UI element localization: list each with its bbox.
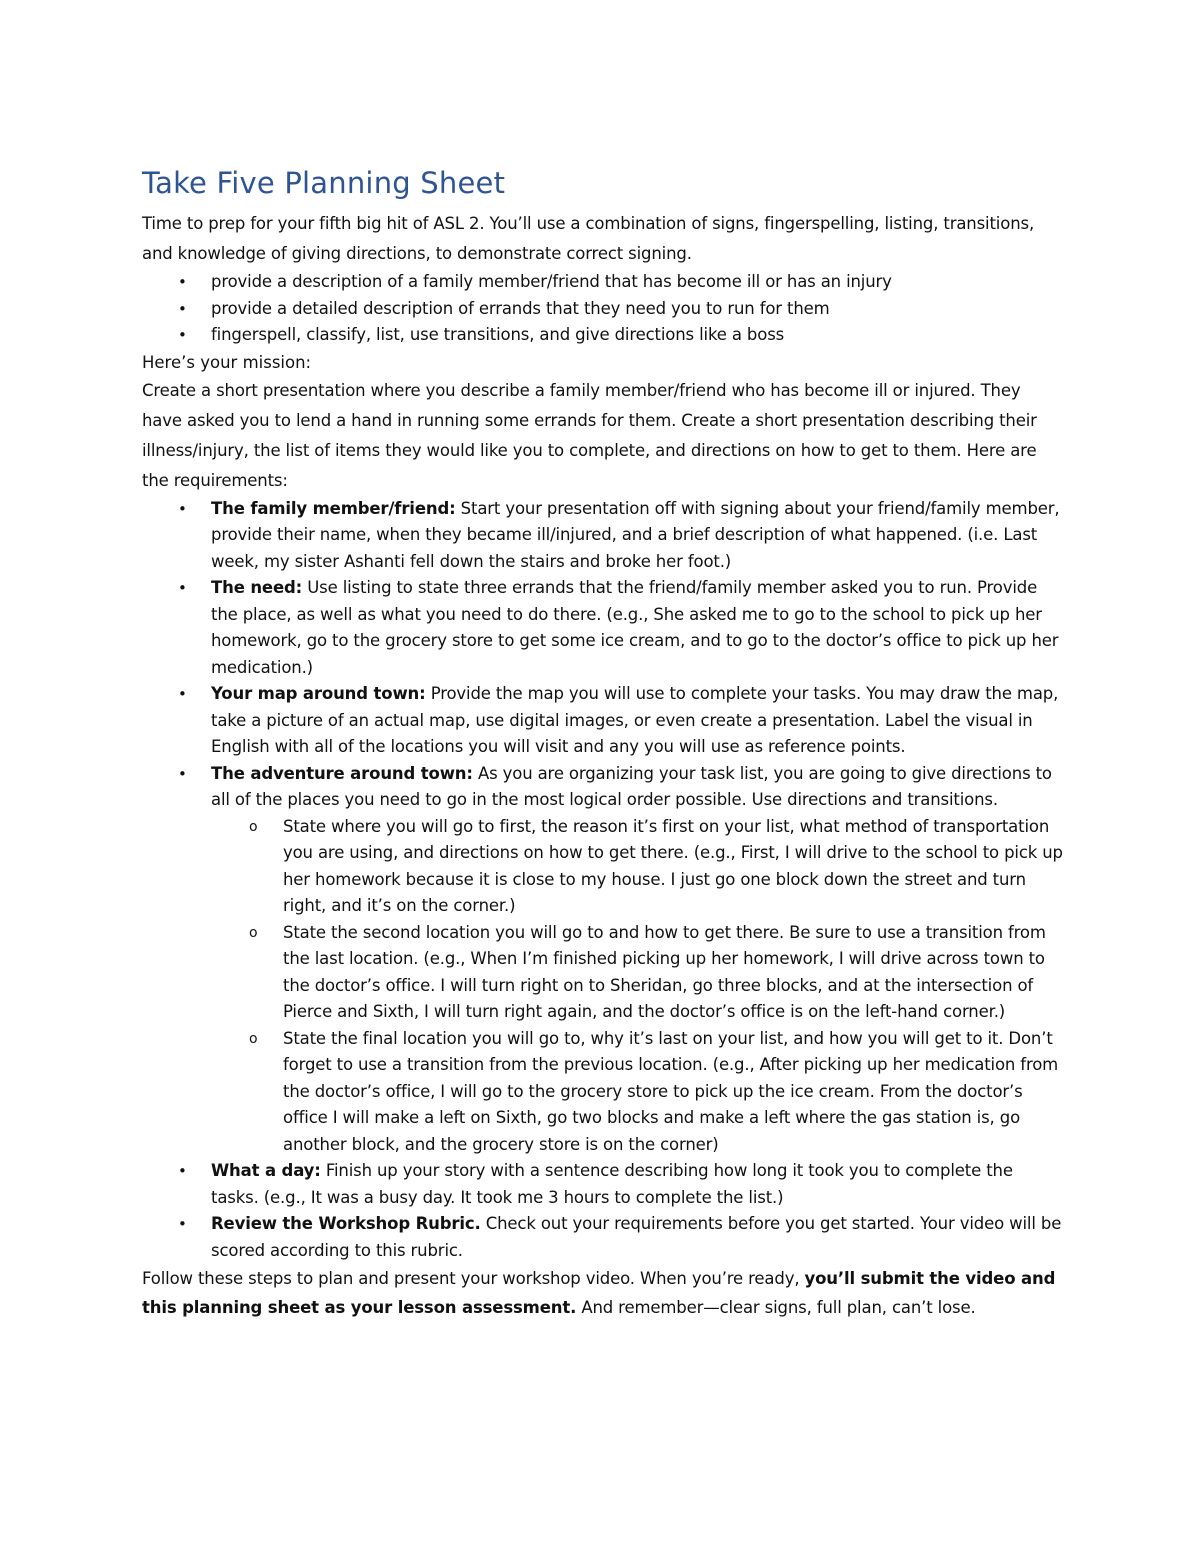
bullet-icon: • <box>178 1215 187 1233</box>
bullet-icon: • <box>178 326 187 344</box>
circle-bullet-icon: o <box>249 924 258 941</box>
list-item <box>142 322 1065 349</box>
circle-bullet-icon: o <box>249 818 258 835</box>
step-text: State where you will go to first, the reason it’s first on your list, what method of transportation you are using, and directions on how to get there. (e.g., First, I will drive to the school to pick up her homework because it is close to my house. I just go one block down the street and turn right, and it’s on the corner.) <box>283 816 1063 915</box>
closing-bold-text: you’ll submit the video and this planning sheet as your lesson assessment. <box>142 1269 1056 1317</box>
step-text: State the second location you will go to and how to get there. Be sure to use a transition from the last location. (e.g., When I’m finished picking up her homework, I will drive across town to the doctor’s office. I will turn right on to Sheridan, go three blocks, and at the intersection of Pierce and Sixth, I will turn right again, and the doctor’s office is on the left-hand corner.) <box>283 922 1046 1021</box>
goals-list <box>142 269 1065 349</box>
bullet-icon: • <box>178 685 187 703</box>
bullet-icon: • <box>178 1162 187 1180</box>
requirement-lead: The family member/friend: <box>211 498 456 518</box>
requirement-text: Check out your requirements before you get started. Your video will be scored according to this rubric. <box>211 1214 1062 1260</box>
mission-heading: Here’s your mission: <box>142 352 312 372</box>
requirements-list <box>142 496 1065 814</box>
list-item <box>142 1158 1065 1211</box>
bullet-icon: • <box>178 579 187 597</box>
list-item <box>142 575 1065 681</box>
step-text: State the final location you will go to, why it’s last on your list, and how you will get to it. Don’t forget to use a transition from the previous location. (e.g., After picking up her medication from the doctor’s office, I will go to the grocery store to pick up the ice cream. From the doctor’s office I will make a left on Sixth, go two blocks and make a left where the gas station is, go another block, and the grocery store is on the corner) <box>283 1028 1059 1154</box>
bullet-icon: • <box>178 499 187 518</box>
list-item <box>142 1211 1065 1264</box>
adventure-steps-list <box>142 814 1065 1159</box>
mission-paragraph: Create a short presentation where you describe a family member/friend who has become ill or injured. They have asked you to lend a hand in running some errands for them. Create a short presentation describing their illness/injury, the list of items they would like you to complete, and directions on how to get to them. Here are the requirements: <box>142 380 1037 490</box>
requirement-text: Finish up your story with a sentence describing how long it took you to complete the tasks. (e.g., It was a busy day. It took me 3 hours to complete the list.) <box>211 1161 1013 1207</box>
list-item <box>142 920 1065 1026</box>
bullet-icon: • <box>178 299 187 318</box>
goal-text: provide a description of a family member/friend that has become ill or has an injury <box>211 272 892 291</box>
requirement-lead: Review the Workshop Rubric. <box>211 1214 481 1233</box>
intro-paragraph: Time to prep for your fifth big hit of ASL 2. You’ll use a combination of signs, fingerspelling, listing, transitions, and knowledge of giving directions, to demonstrate correct signing. <box>142 214 1035 263</box>
list-item <box>142 296 1065 323</box>
requirement-lead: What a day: <box>211 1161 321 1180</box>
requirement-lead: The need: <box>211 578 303 597</box>
requirement-text: As you are organizing your task list, you are going to give directions to all of the places you need to go in the most logical order possible. Use directions and transitions. <box>211 763 1052 809</box>
bullet-icon: • <box>178 764 187 783</box>
list-item <box>142 761 1065 814</box>
bullet-icon: • <box>178 273 187 291</box>
goal-text: provide a detailed description of errands that they need you to run for them <box>211 298 830 318</box>
list-item <box>142 496 1065 576</box>
list-item <box>142 1026 1065 1159</box>
requirement-text: Start your presentation off with signing about your friend/family member, provide their name, when they became ill/injured, and a brief description of what happened. (i.e. Last week, my sister Ashanti fell down the stairs and broke her foot.) <box>211 498 1060 571</box>
circle-bullet-icon: o <box>249 1030 258 1047</box>
requirement-text: Use listing to state three errands that the friend/family member asked you to run. Provide the place, as well as what you need to do there. (e.g., She asked me to go to the school to pick up her homework, go to the grocery store to get some ice cream, and to go to the doctor’s office to pick up her medication.) <box>211 578 1059 677</box>
goal-text: fingerspell, classify, list, use transitions, and give directions like a boss <box>211 325 785 344</box>
closing-tagline: And remember—clear signs, full plan, can’t lose. <box>576 1298 976 1317</box>
requirements-list-continued <box>142 1158 1065 1264</box>
requirement-text: Provide the map you will use to complete your tasks. You may draw the map, take a picture of an actual map, use digital images, or even create a presentation. Label the visual in English with all of the locations you will visit and any you will use as reference points. <box>211 684 1059 756</box>
list-item <box>142 269 1065 296</box>
closing-paragraph <box>142 1264 1065 1322</box>
requirement-lead: Your map around town: <box>211 684 426 703</box>
closing-text: Follow these steps to plan and present your workshop video. When you’re ready, <box>142 1269 805 1288</box>
list-item <box>142 681 1065 761</box>
list-item <box>142 814 1065 920</box>
page-title: Take Five Planning Sheet <box>142 166 506 200</box>
requirement-lead: The adventure around town: <box>211 763 473 783</box>
